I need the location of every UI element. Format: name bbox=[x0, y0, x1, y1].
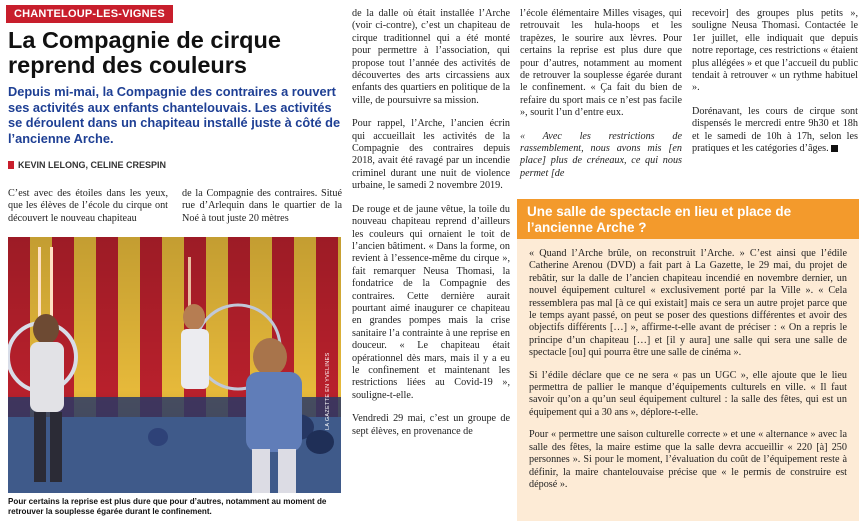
paragraph: recevoir] des groupes plus petits », souligne Neusa Thomasi. Contactée le 1er juillet, elle indiquait que depuis notre reportage, ces restrictions « étaient plus allégées » et que l’accueil du public tendait à retrouver « un rythme habituel ». bbox=[692, 8, 858, 94]
byline bbox=[8, 160, 166, 170]
circus-photo bbox=[8, 237, 341, 493]
paragraph: de la dalle où était installée l’Arche (voir ci-contre), c’est un chapiteau de cirque traditionnel qui a été monté pour permettre à l’association, qui propose tout l’année des activités de découvertes des arts circassiens aux enfants des quartiers en politique de la ville, de poursuivre sa mission. bbox=[352, 8, 510, 106]
section-kicker: CHANTELOUP-LES-VIGNES bbox=[6, 5, 173, 23]
photo-credit: LA GAZETTE EN YVELINES bbox=[325, 352, 331, 430]
article-title: La Compagnie de cirque reprend des couleurs bbox=[8, 27, 281, 78]
paragraph: Si l’édile déclare que ce ne sera « pas un UGC », elle ajoute que le lieu permettra de pallier le manque d’équipements culturels en ville. « Il faut savoir qu’on a qu’un seul équipement culturel : la salle des fêtes, qui est un équipement qui a 30 ans », déplore-t-elle. bbox=[529, 369, 847, 418]
column-1b: de la Compagnie des contraires. Situé rue d’Arlequin dans le quartier de la Noé à tout juste 20 mètres bbox=[182, 188, 342, 224]
column-3 bbox=[520, 8, 682, 180]
circus-tent-illustration bbox=[8, 237, 341, 493]
column-4 bbox=[692, 8, 858, 155]
byline-marker bbox=[8, 161, 14, 169]
paragraph: l’école élémentaire Milles visages, qui retrouvait les hula-hoops et les trapèzes, le sourire aux lèvres. Pour certains la reprise est plus dure que pour d’autres, notamment au moment de retrouver la souplesse égarée durant le confinement. « Ça fait du bien de refaire du sport mais ce n’est pas facile », sourit l’un d’entre eux. bbox=[520, 8, 682, 119]
column-1a: C’est avec des étoiles dans les yeux, que les élèves de l’école du cirque ont découvert le nouveau chapiteau bbox=[8, 188, 168, 224]
photo-caption: Pour certains la reprise est plus dure que pour d’autres, notamment au moment de retrouver la souplesse égarée durant le confinement. bbox=[8, 497, 327, 516]
paragraph bbox=[692, 106, 858, 156]
paragraph: « Avec les restrictions de rassemblement, nous avons mis [en place] plus de créneaux, ce qui nous permet [de bbox=[520, 130, 682, 179]
byline-authors: KEVIN LELONG, CELINE CRESPIN bbox=[18, 160, 167, 170]
column-2 bbox=[352, 8, 510, 438]
paragraph: De rouge et de jaune vêtue, la toile du nouveau chapiteau reprend d’ailleurs les couleurs qui ornaient le toit de l’ancien bâtiment. « Dans la forme, on revient à l’essence-même du cirque », fait remarquer Neusa Thomasi, la fondatrice de la Compagnie des contraires. Cette dernière aurait pourtant aimé inaugurer ce chapiteau en grandes pompes mais la crise sanitaire l’a contrainte à une reprise en douceur. « Le chapiteau était opérationnel dès mars, mais il y a eu le confinement et maintenant les restrictions liées au Covid-19 », souligne-t-elle. bbox=[352, 203, 510, 401]
paragraph: Vendredi 29 mai, c’est un groupe de sept élèves, en provenance de bbox=[352, 413, 510, 437]
paragraph-text: Dorénavant, les cours de cirque sont dispensés le mercredi entre 9h30 et 18h et le samedi de 10h à 17h, selon les pratiques et les catégories d’âges. bbox=[692, 105, 858, 155]
end-mark-icon bbox=[831, 145, 838, 152]
paragraph: Pour « permettre une saison culturelle correcte » et une « alternance » avec la salle des fêtes, la maire estime que la salle devra accueillir « 220 [à] 250 personnes ». Si pour le moment, l’évaluation du coût de l’équipement reste à définir, la maire chantelouvaise précise que « le permis de construire est déposé ». bbox=[529, 429, 847, 490]
sidebar-heading: Une salle de spectacle en lieu et place de l’ancienne Arche ? bbox=[517, 199, 859, 239]
paragraph: « Quand l’Arche brûle, on reconstruit l’Arche. » C’est ainsi que l’édile Catherine Arenou (DVD) a fait part à La Gazette, le 29 mai, du projet de rebâtir, sur la dalle de l’ancien chapiteau incendié en novembre dernier, un nouvel équipement culturel « exclusivement porté par la Ville ». « Cela ressemblera pas mal [à ce qui existait] mais ce sera un autre projet parce que le temps ayant passé, on peut se poser des questions différentes et avoir des objectifs différents […] », affirme-t-elle avant de préciser : « On a repris le principe d’un chapiteau […] et [il y aura] une salle qui sera une salle de spectacle [ou] qui pourra être une salle de cinéma ». bbox=[529, 248, 847, 359]
sidebar-box bbox=[517, 239, 859, 521]
paragraph: Pour rappel, l’Arche, l’ancien écrin qui accueillait les activités de la Compagnie des contraires depuis 2018, avait été ravagé par un incendie criminel durant une nuit de violence urbaine, le samedi 2 novembre 2019. bbox=[352, 118, 510, 192]
article-lead: Depuis mi-mai, la Compagnie des contraires a rouvert ses activités aux enfants chantelouvais. Les activités se déroulent dans un chapiteau installé juste à côté de l’ancienne Arche. bbox=[8, 84, 341, 146]
